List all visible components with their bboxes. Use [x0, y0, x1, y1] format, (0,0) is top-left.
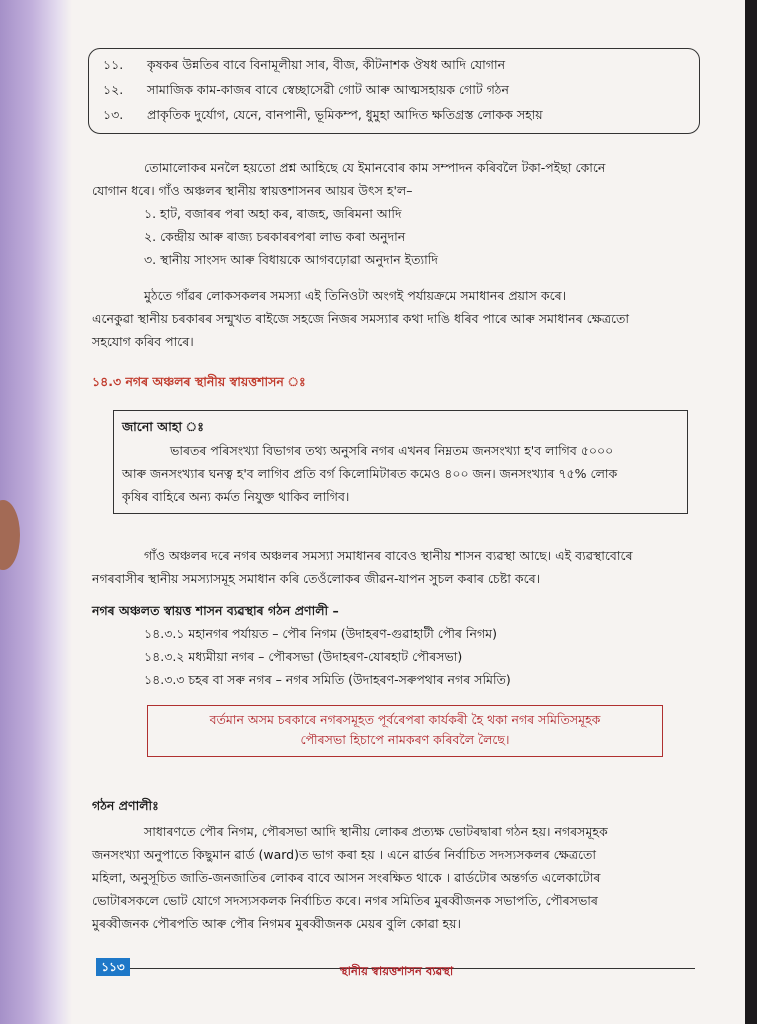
list-item	[103, 82, 509, 102]
section-heading: ১৪.৩ নগৰ অঞ্চলৰ স্থানীয় স্বায়ত্তশাসন ঃ	[92, 374, 306, 389]
paragraph-line: এনেকুৱা স্থানীয় চৰকাৰৰ সন্মুখত ৰাইজে সহজে নিজৰ সমস্যাৰ কথা দাঙি ধৰিব পাৰে আৰু সমাধানৰ ক্ষেত্ৰতো	[92, 311, 630, 326]
box-line: আৰু জনসংখ্যাৰ ঘনত্ব হ'ব লাগিব প্ৰতি বৰ্গ কিলোমিটাৰত কমেও ৪০০ জন। জনসংখ্যাৰ ৭৫% লোক	[122, 466, 618, 481]
numbered-list-box	[88, 48, 700, 134]
paragraph-line: সহযোগ কৰিব পাৰে।	[92, 334, 194, 349]
note-line: পৌৰসভা হিচাপে নামকৰণ কৰিবলৈ লৈছে।	[300, 732, 510, 747]
paragraph-line: ভোটাৰসকলে ভোট যোগে সদস্যসকলক নিৰ্বাচিত কৰে। নগৰ সমিতিৰ মুৰব্বীজনক সভাপতি, পৌৰসভাৰ	[92, 893, 598, 908]
page-number: ১১৩	[96, 958, 130, 976]
list-item-text: সামাজিক কাম-কাজৰ বাবে স্বেচ্ছাসেৱী গোট আৰু আত্মসহায়ক গোট গঠন	[147, 82, 509, 97]
structure-item: ১৪.৩.২ মধ্যমীয়া নগৰ – পৌৰসভা (উদাহৰণ-যোৰহাট পৌৰসভা)	[144, 649, 463, 664]
list-item-text: কৃষকৰ উন্নতিৰ বাবে বিনামূলীয়া সাৰ, বীজ, কীটনাশক ঔষধ আদি যোগান	[147, 57, 506, 72]
box-line: ভাৰতৰ পৰিসংখ্যা বিভাগৰ তথ্য অনুসৰি নগৰ এখনৰ নিম্নতম জনসংখ্যা হ'ব লাগিব ৫০০০	[170, 443, 614, 458]
paragraph-line: জনসংখ্যা অনুপাতে কিছুমান ৱাৰ্ড (ward)ত ভাগ কৰা হয় । এনে ৱাৰ্ডৰ নিৰ্বাচিত সদস্যসকলৰ ক্ষেত্ৰতো	[92, 847, 597, 862]
paragraph-line: সাধাৰণতে পৌৰ নিগম, পৌৰসভা আদি স্থানীয় লোকৰ প্ৰত্যক্ষ ভোটৰদ্বাৰা গঠন হয়। নগৰসমূহক	[144, 824, 608, 839]
footer-title: স্থানীয় স্বায়ত্তশাসন ব্যৱস্থা	[340, 964, 454, 978]
structure-item: ১৪.৩.৩ চহৰ বা সৰু নগৰ – নগৰ সমিতি (উদাহৰণ-সৰুপথাৰ নগৰ সমিতি)	[144, 672, 511, 687]
paragraph-line: তোমালোকৰ মনলৈ হয়তো প্ৰশ্ন আহিছে যে ইমানবোৰ কাম সম্পাদন কৰিবলৈ টকা-পইছা কোনে	[144, 160, 606, 175]
structure-item: ১৪.৩.১ মহানগৰ পৰ্যায়ত – পৌৰ নিগম (উদাহৰণ-গুৱাহাটী পৌৰ নিগম)	[144, 626, 497, 641]
box-line: কৃষিৰ বাহিৰে অন্য কৰ্মত নিযুক্ত থাকিব লাগিব।	[122, 489, 350, 504]
list-item	[103, 57, 505, 77]
paragraph-line: যোগান ধৰে। গাঁও অঞ্চলৰ স্থানীয় স্বায়ত্তশাসনৰ আয়ৰ উৎস হ'ল–	[92, 183, 413, 198]
income-source-item: ৩. স্থানীয় সাংসদ আৰু বিধায়কে আগবঢ়োৱা অনুদান ইত্যাদি	[144, 252, 438, 267]
list-item-number: ১১.	[103, 57, 124, 72]
note-line: বৰ্তমান অসম চৰকাৰে নগৰসমূহত পূৰ্বৰেপৰা কাৰ্যকৰী হৈ থকা নগৰ সমিতিসমূহক	[209, 712, 601, 727]
list-item-number: ১৩.	[103, 107, 124, 122]
box-title: জানো আহা ঃ	[122, 419, 204, 434]
income-source-item: ২. কেন্দ্ৰীয় আৰু ৰাজ্য চৰকাৰৰপৰা লাভ কৰা অনুদান	[144, 229, 406, 244]
structure-heading: নগৰ অঞ্চলত স্বায়ত্ত শাসন ব্যৱস্থাৰ গঠন প্ৰণালী –	[92, 603, 339, 618]
paragraph-line: নগৰবাসীৰ স্থানীয় সমস্যাসমূহ সমাধান কৰি তেওঁলোকৰ জীৱন-যাপন সুচল কৰাৰ চেষ্টা কৰে।	[92, 571, 541, 586]
did-you-know-box	[113, 410, 688, 514]
formation-heading: গঠন প্ৰণালীঃ	[92, 798, 159, 813]
paragraph-line: মহিলা, অনুসূচিত জাতি-জনজাতিৰ লোকৰ বাবে আসন সংৰক্ষিত থাকে । ৱাৰ্ডটোৰ অন্তৰ্গত এলেকাটোৰ	[92, 870, 601, 885]
note-box	[147, 705, 663, 757]
paragraph-line: মুঠতে গাঁৱৰ লোকসকলৰ সমস্যা এই তিনিওটা অংগই পৰ্যায়ক্ৰমে সমাধানৰ প্ৰয়াস কৰে।	[144, 288, 567, 303]
income-source-item: ১. হাট, বজাৰৰ পৰা অহা কৰ, ৰাজহ, জৰিমনা আদি	[144, 206, 402, 221]
list-item-number: ১২.	[103, 82, 124, 97]
paragraph-line: গাঁও অঞ্চলৰ দৰে নগৰ অঞ্চলৰ সমস্যা সমাধানৰ বাবেও স্থানীয় শাসন ব্যৱস্থা আছে। এই ব্যৱস্থাবোৰে	[144, 548, 633, 563]
paragraph-line: মুৰব্বীজনক পৌৰপতি আৰু পৌৰ নিগমৰ মুৰব্বীজনক মেয়ৰ বুলি কোৱা হয়।	[92, 916, 461, 931]
list-item	[103, 107, 543, 127]
list-item-text: প্ৰাকৃতিক দুৰ্যোগ, যেনে, বানপানী, ভূমিকম্প, ধুমুহা আদিত ক্ষতিগ্ৰস্ত লোকক সহায়	[147, 107, 543, 122]
